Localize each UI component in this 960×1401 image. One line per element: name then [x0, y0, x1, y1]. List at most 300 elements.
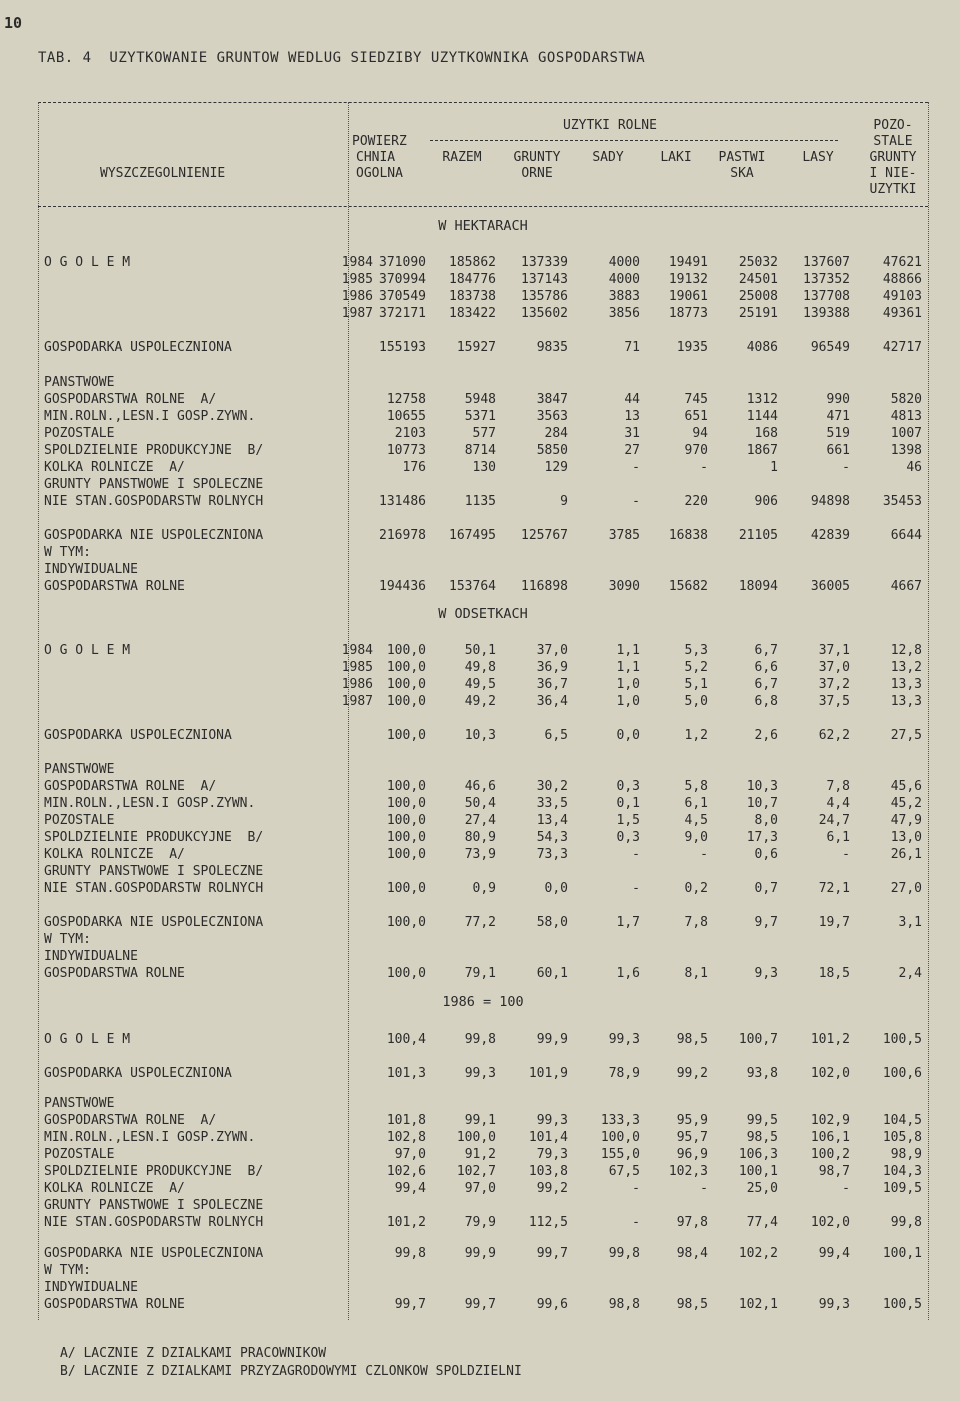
table-cell: 46,6	[464, 779, 496, 794]
row-label: NIE STAN.GOSPODARSTW ROLNYCH	[44, 881, 264, 896]
table-cell: 3785	[608, 528, 640, 543]
table-row	[38, 1163, 928, 1180]
table-cell: 0,1	[616, 796, 640, 811]
table-row	[38, 965, 928, 982]
table-cell: 100,0	[386, 813, 426, 828]
footnote-a: A/ LACZNIE Z DZIALKAMI PRACOWNIKOW	[60, 1346, 327, 1361]
table-row	[38, 425, 928, 442]
table-row	[38, 1279, 928, 1296]
table-cell: 99,2	[536, 1181, 568, 1196]
table-cell: 3847	[536, 392, 568, 407]
table-cell: 98,5	[746, 1130, 778, 1145]
table-cell: 95,9	[676, 1113, 708, 1128]
row-year: 1986	[341, 289, 373, 304]
table-cell: 9,7	[754, 915, 778, 930]
table-cell: 67,5	[608, 1164, 640, 1179]
row-label: GOSPODARSTWA ROLNE	[44, 579, 185, 594]
table-cell: 12,8	[890, 643, 922, 658]
row-label: GOSPODARKA USPOLECZNIONA	[44, 1066, 232, 1081]
table-row	[38, 727, 928, 744]
table-row	[38, 1214, 928, 1231]
table-cell: 73,3	[536, 847, 568, 862]
table-cell: 13,0	[890, 830, 922, 845]
table-cell: 95,7	[676, 1130, 708, 1145]
table-cell: 78,9	[608, 1066, 640, 1081]
table-cell: 100,5	[882, 1297, 922, 1312]
table-cell: 10655	[386, 409, 426, 424]
table-cell: 100,5	[882, 1032, 922, 1047]
table-cell: 3090	[608, 579, 640, 594]
table-row	[38, 795, 928, 812]
table-cell: 100,0	[386, 830, 426, 845]
table-cell: 19,7	[818, 915, 850, 930]
table-row	[38, 693, 928, 710]
table-row	[38, 442, 928, 459]
table-row	[38, 642, 928, 659]
table-cell: 135602	[521, 306, 568, 321]
table-title: TAB. 4 UZYTKOWANIE GRUNTOW WEDLUG SIEDZIBY UZYTKOWNIKA GOSPODARSTWA	[38, 50, 646, 66]
table-cell: 6,7	[754, 643, 778, 658]
table-row	[38, 1146, 928, 1163]
header-area-2: CHNIA	[356, 150, 396, 165]
table-cell: 130	[472, 460, 496, 475]
table-cell: 97,8	[676, 1215, 708, 1230]
table-cell: 91,2	[464, 1147, 496, 1162]
header-lasy: LASY	[802, 150, 834, 165]
table-cell: 1,6	[616, 966, 640, 981]
table-cell: 49,5	[464, 677, 496, 692]
table-cell: 519	[826, 426, 850, 441]
row-label: GRUNTY PANSTWOWE I SPOLECZNE	[44, 864, 264, 879]
table-cell: 104,3	[882, 1164, 922, 1179]
row-label: MIN.ROLN.,LESN.I GOSP.ZYWN.	[44, 409, 256, 424]
table-cell: -	[700, 460, 708, 475]
table-cell: 3883	[608, 289, 640, 304]
table-cell: 137352	[803, 272, 850, 287]
table-cell: 47621	[882, 255, 922, 270]
table-cell: 372171	[379, 306, 426, 321]
table-cell: 25,0	[746, 1181, 778, 1196]
table-cell: 129	[544, 460, 568, 475]
table-cell: 49,2	[464, 694, 496, 709]
table-cell: 9	[560, 494, 568, 509]
table-cell: 50,1	[464, 643, 496, 658]
table-cell: 9835	[536, 340, 568, 355]
table-cell: 9,3	[754, 966, 778, 981]
table-cell: 99,8	[464, 1032, 496, 1047]
table-cell: 10,3	[464, 728, 496, 743]
table-cell: 93,8	[746, 1066, 778, 1081]
table-cell: 100,0	[386, 660, 426, 675]
table-row	[38, 339, 928, 356]
table-cell: 27,5	[890, 728, 922, 743]
table-row	[38, 778, 928, 795]
table-row	[38, 493, 928, 510]
table-cell: 0,0	[616, 728, 640, 743]
table-cell: 106,3	[738, 1147, 778, 1162]
table-cell: 5,3	[684, 643, 708, 658]
table-cell: 133,3	[600, 1113, 640, 1128]
page-number: 10	[4, 14, 23, 32]
row-label: POZOSTALE	[44, 813, 115, 828]
table-cell: 26,1	[890, 847, 922, 862]
table-cell: 99,7	[464, 1297, 496, 1312]
table-cell: 99,4	[818, 1246, 850, 1261]
table-cell: 96549	[810, 340, 850, 355]
table-cell: -	[632, 1215, 640, 1230]
table-cell: 49,8	[464, 660, 496, 675]
table-cell: 5,2	[684, 660, 708, 675]
table-cell: 24,7	[818, 813, 850, 828]
table-cell: 72,1	[818, 881, 850, 896]
table-cell: 1144	[746, 409, 778, 424]
table-cell: 100,7	[738, 1032, 778, 1047]
table-cell: 137339	[521, 255, 568, 270]
table-cell: 5,0	[684, 694, 708, 709]
table-cell: 49103	[882, 289, 922, 304]
table-cell: -	[632, 847, 640, 862]
header-bottom-rule	[38, 206, 928, 207]
row-label: PANSTWOWE	[44, 762, 115, 777]
table-cell: 137708	[803, 289, 850, 304]
table-row	[38, 761, 928, 778]
row-label: SPOLDZIELNIE PRODUKCYJNE B/	[44, 443, 264, 458]
table-row	[38, 459, 928, 476]
table-cell: 99,9	[464, 1246, 496, 1261]
table-cell: 77,4	[746, 1215, 778, 1230]
table-cell: 36,4	[536, 694, 568, 709]
header-pozostale-3: GRUNTY	[869, 150, 917, 165]
table-cell: 577	[472, 426, 496, 441]
table-cell: 99,7	[536, 1246, 568, 1261]
table-cell: 99,8	[608, 1246, 640, 1261]
table-cell: 99,8	[394, 1246, 426, 1261]
header-pastwiska-2: SKA	[730, 166, 754, 181]
table-cell: 4086	[746, 340, 778, 355]
table-cell: -	[700, 847, 708, 862]
table-cell: 98,7	[818, 1164, 850, 1179]
table-cell: 6,8	[754, 694, 778, 709]
table-cell: 100,1	[738, 1164, 778, 1179]
table-cell: 6,7	[754, 677, 778, 692]
table-cell: 5,1	[684, 677, 708, 692]
table-cell: 990	[826, 392, 850, 407]
table-cell: -	[842, 460, 850, 475]
table-cell: 79,1	[464, 966, 496, 981]
table-cell: 970	[684, 443, 708, 458]
table-cell: 100,0	[600, 1130, 640, 1145]
table-cell: 1935	[676, 340, 708, 355]
table-cell: 105,8	[882, 1130, 922, 1145]
section-heading: W HEKTARACH	[438, 218, 528, 234]
table-cell: 94898	[810, 494, 850, 509]
row-label: INDYWIDUALNE	[44, 1280, 138, 1295]
table-cell: 4667	[890, 579, 922, 594]
table-cell: 17,3	[746, 830, 778, 845]
table-cell: 4000	[608, 272, 640, 287]
row-year: 1985	[341, 660, 373, 675]
header-pozostale-1: POZO-	[873, 118, 913, 133]
table-cell: 79,9	[464, 1215, 496, 1230]
table-cell: 661	[826, 443, 850, 458]
table-cell: 99,4	[394, 1181, 426, 1196]
table-row	[38, 1180, 928, 1197]
table-cell: 99,8	[890, 1215, 922, 1230]
table-cell: 137143	[521, 272, 568, 287]
table-cell: 27,0	[890, 881, 922, 896]
table-row	[38, 812, 928, 829]
table-cell: 2,6	[754, 728, 778, 743]
table-cell: 99,3	[536, 1113, 568, 1128]
header-laki: LAKI	[660, 150, 692, 165]
table-cell: 371090	[379, 255, 426, 270]
table-row	[38, 846, 928, 863]
table-cell: 168	[754, 426, 778, 441]
table-cell: 98,5	[676, 1032, 708, 1047]
table-cell: 100,0	[386, 881, 426, 896]
row-label: W TYM:	[44, 1263, 91, 1278]
table-cell: 100,6	[882, 1066, 922, 1081]
row-year: 1987	[341, 694, 373, 709]
table-cell: 13,3	[890, 694, 922, 709]
table-row	[38, 271, 928, 288]
header-pozostale-2: STALE	[873, 134, 913, 149]
header-top-rule	[38, 102, 928, 103]
table-row	[38, 1031, 928, 1048]
table-row	[38, 391, 928, 408]
table-cell: 1	[770, 460, 778, 475]
table-row	[38, 374, 928, 391]
table-cell: 1,2	[684, 728, 708, 743]
table-row	[38, 829, 928, 846]
table-cell: 101,3	[386, 1066, 426, 1081]
table-row	[38, 948, 928, 965]
table-cell: 96,9	[676, 1147, 708, 1162]
row-label: GRUNTY PANSTWOWE I SPOLECZNE	[44, 477, 264, 492]
table-cell: 60,1	[536, 966, 568, 981]
table-cell: 1,0	[616, 694, 640, 709]
table-cell: 6,1	[684, 796, 708, 811]
row-label: SPOLDZIELNIE PRODUKCYJNE B/	[44, 830, 264, 845]
table-cell: 99,3	[818, 1297, 850, 1312]
table-cell: 13	[624, 409, 640, 424]
table-cell: 10773	[386, 443, 426, 458]
table-cell: 5820	[890, 392, 922, 407]
row-label: O G O L E M	[44, 1032, 131, 1047]
row-label: KOLKA ROLNICZE A/	[44, 847, 185, 862]
table-cell: 102,8	[386, 1130, 426, 1145]
row-label: GOSPODARSTWA ROLNE A/	[44, 1113, 217, 1128]
table-cell: 4000	[608, 255, 640, 270]
table-cell: 44	[624, 392, 640, 407]
table-cell: 651	[684, 409, 708, 424]
table-cell: 13,4	[536, 813, 568, 828]
table-cell: 16838	[668, 528, 708, 543]
header-sady: SADY	[592, 150, 624, 165]
row-label: GOSPODARKA NIE USPOLECZNIONA	[44, 1246, 264, 1261]
table-cell: 37,1	[818, 643, 850, 658]
row-label: GOSPODARKA USPOLECZNIONA	[44, 728, 232, 743]
table-cell: 99,3	[464, 1066, 496, 1081]
table-cell: 33,5	[536, 796, 568, 811]
table-cell: 12758	[386, 392, 426, 407]
table-cell: -	[700, 1181, 708, 1196]
table-row	[38, 880, 928, 897]
table-row	[38, 1065, 928, 1082]
row-label: PANSTWOWE	[44, 375, 115, 390]
table-cell: 99,7	[394, 1297, 426, 1312]
table-cell: 102,6	[386, 1164, 426, 1179]
table-cell: 102,0	[810, 1066, 850, 1081]
table-cell: 46	[906, 460, 922, 475]
table-cell: 100,2	[810, 1147, 850, 1162]
row-year: 1984	[341, 255, 373, 270]
table-cell: 45,6	[890, 779, 922, 794]
table-cell: 183738	[449, 289, 496, 304]
table-cell: 0,3	[616, 830, 640, 845]
table-cell: 102,9	[810, 1113, 850, 1128]
table-row	[38, 578, 928, 595]
table-cell: 1398	[890, 443, 922, 458]
table-cell: 745	[684, 392, 708, 407]
table-cell: 4813	[890, 409, 922, 424]
table-cell: 35453	[882, 494, 922, 509]
table-cell: 5,8	[684, 779, 708, 794]
table-cell: 102,3	[668, 1164, 708, 1179]
header-pastwiska-1: PASTWI	[718, 150, 766, 165]
table-cell: -	[842, 1181, 850, 1196]
table-cell: 100,0	[456, 1130, 496, 1145]
row-label: MIN.ROLN.,LESN.I GOSP.ZYWN.	[44, 796, 256, 811]
table-cell: 155193	[379, 340, 426, 355]
table-cell: 2,4	[898, 966, 922, 981]
table-cell: 79,3	[536, 1147, 568, 1162]
table-cell: 19491	[668, 255, 708, 270]
row-label: INDYWIDUALNE	[44, 562, 138, 577]
table-cell: 135786	[521, 289, 568, 304]
row-label: GOSPODARSTWA ROLNE A/	[44, 779, 217, 794]
table-row	[38, 476, 928, 493]
table-cell: 99,3	[608, 1032, 640, 1047]
table-cell: 131486	[379, 494, 426, 509]
table-cell: 167495	[449, 528, 496, 543]
table-cell: 1,7	[616, 915, 640, 930]
row-label: GOSPODARKA USPOLECZNIONA	[44, 340, 232, 355]
table-cell: 13,2	[890, 660, 922, 675]
table-cell: 45,2	[890, 796, 922, 811]
row-label: NIE STAN.GOSPODARSTW ROLNYCH	[44, 494, 264, 509]
table-cell: 0,3	[616, 779, 640, 794]
table-cell: 6,5	[544, 728, 568, 743]
table-cell: 183422	[449, 306, 496, 321]
table-cell: 3563	[536, 409, 568, 424]
table-cell: 370549	[379, 289, 426, 304]
table-row	[38, 288, 928, 305]
table-cell: 100,0	[386, 728, 426, 743]
table-cell: 906	[754, 494, 778, 509]
header-grunty-orne-1: GRUNTY	[513, 150, 561, 165]
table-row	[38, 931, 928, 948]
table-cell: 27,4	[464, 813, 496, 828]
table-cell: 0,2	[684, 881, 708, 896]
table-cell: 139388	[803, 306, 850, 321]
row-label: O G O L E M	[44, 643, 131, 658]
table-cell: 73,9	[464, 847, 496, 862]
header-row-label: WYSZCZEGOLNIENIE	[100, 166, 226, 181]
table-cell: 37,0	[818, 660, 850, 675]
table-cell: 37,5	[818, 694, 850, 709]
row-label: KOLKA ROLNICZE A/	[44, 460, 185, 475]
table-cell: 97,0	[464, 1181, 496, 1196]
table-cell: 94	[692, 426, 708, 441]
footnote-b: B/ LACZNIE Z DZIALKAMI PRZYZAGRODOWYMI CZLONKOW SPOLDZIELNI	[60, 1364, 522, 1379]
table-cell: 1867	[746, 443, 778, 458]
table-cell: 4,5	[684, 813, 708, 828]
row-label: INDYWIDUALNE	[44, 949, 138, 964]
table-cell: -	[632, 494, 640, 509]
table-cell: 36,9	[536, 660, 568, 675]
header-area-3: OGOLNA	[356, 166, 403, 181]
table-row	[38, 527, 928, 544]
header-pozostale-4: I NIE-	[869, 166, 917, 181]
table-cell: 48866	[882, 272, 922, 287]
table-cell: 103,8	[528, 1164, 568, 1179]
header-area-1: POWIERZ	[352, 134, 407, 149]
table-cell: 101,2	[810, 1032, 850, 1047]
row-year: 1987	[341, 306, 373, 321]
table-cell: 101,8	[386, 1113, 426, 1128]
table-cell: 25032	[738, 255, 778, 270]
table-cell: 15927	[456, 340, 496, 355]
row-label: POZOSTALE	[44, 426, 115, 441]
table-row	[38, 254, 928, 271]
table-cell: 1135	[464, 494, 496, 509]
table-cell: 1,0	[616, 677, 640, 692]
table-cell: 100,0	[386, 694, 426, 709]
table-cell: 99,2	[676, 1066, 708, 1081]
table-cell: 19132	[668, 272, 708, 287]
table-cell: 42717	[882, 340, 922, 355]
table-cell: 77,2	[464, 915, 496, 930]
table-cell: 50,4	[464, 796, 496, 811]
table-cell: 109,5	[882, 1181, 922, 1196]
table-cell: 13,3	[890, 677, 922, 692]
table-cell: 100,0	[386, 677, 426, 692]
table-row	[38, 561, 928, 578]
header-razem: RAZEM	[442, 150, 482, 165]
table-row	[38, 1245, 928, 1262]
table-cell: 71	[624, 340, 640, 355]
table-cell: 8714	[464, 443, 496, 458]
table-cell: 10,3	[746, 779, 778, 794]
row-label: GOSPODARKA NIE USPOLECZNIONA	[44, 915, 264, 930]
table-cell: 0,7	[754, 881, 778, 896]
table-cell: 25191	[738, 306, 778, 321]
table-cell: 1007	[890, 426, 922, 441]
table-cell: 98,4	[676, 1246, 708, 1261]
table-row	[38, 1262, 928, 1279]
table-cell: -	[632, 1181, 640, 1196]
table-cell: 98,5	[676, 1297, 708, 1312]
row-year: 1986	[341, 677, 373, 692]
table-cell: 100,0	[386, 643, 426, 658]
row-label: KOLKA ROLNICZE A/	[44, 1181, 185, 1196]
table-cell: 36,7	[536, 677, 568, 692]
table-cell: 6,1	[826, 830, 850, 845]
table-cell: 125767	[521, 528, 568, 543]
table-cell: 1,1	[616, 660, 640, 675]
table-row	[38, 1296, 928, 1313]
